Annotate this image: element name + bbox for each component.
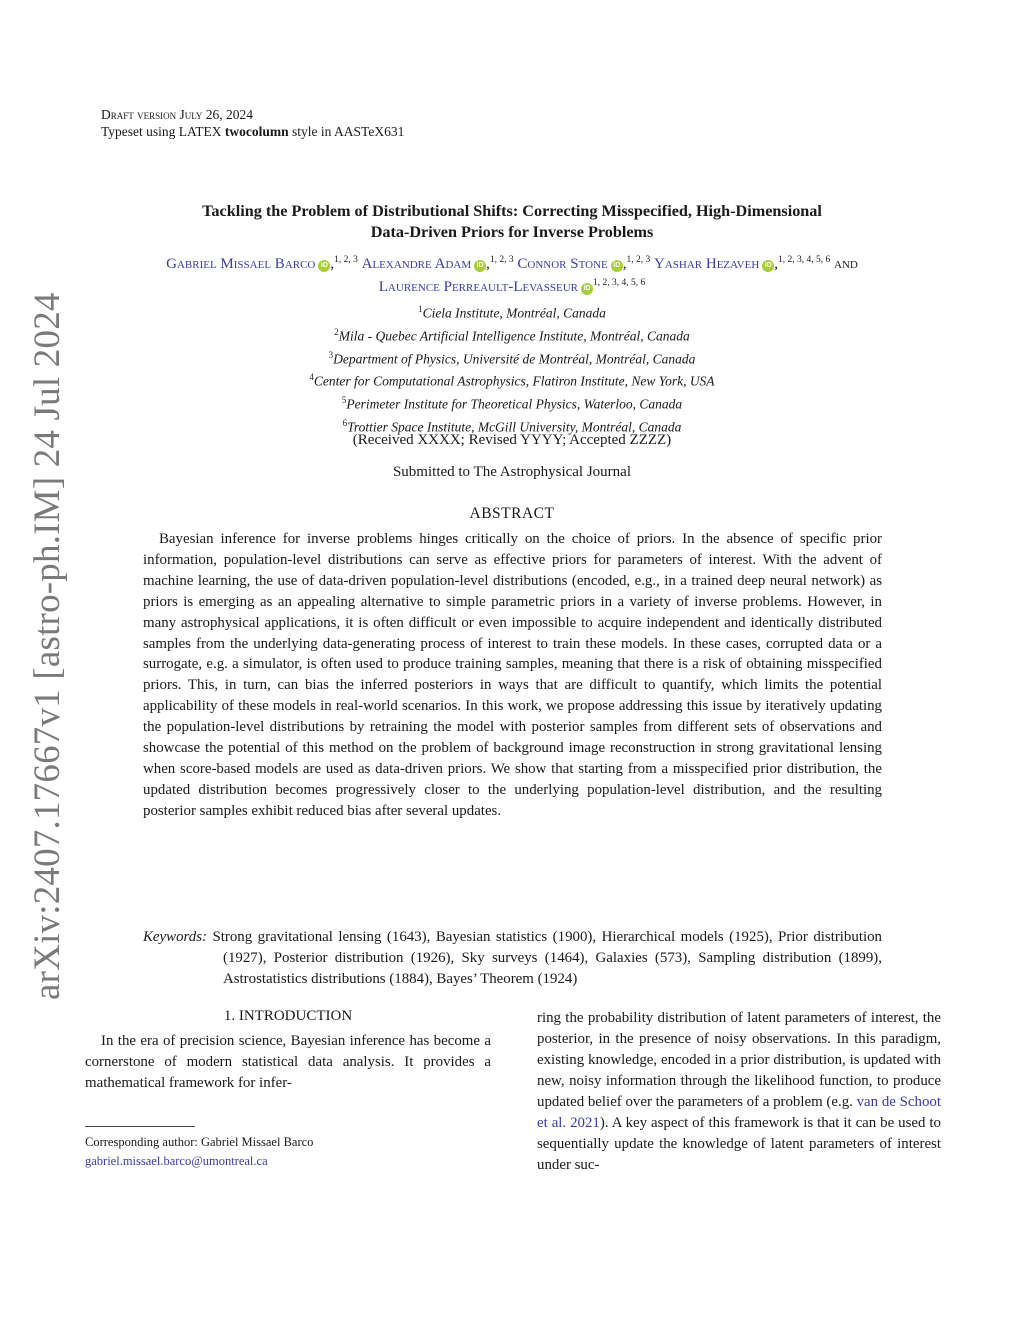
submitted-journal: Submitted to The Astrophysical Journal <box>392 464 632 480</box>
typeset-line <box>101 123 404 140</box>
typeset-suffix: style in AASTeX631 <box>288 124 405 139</box>
affiliation-number: 1 <box>418 304 423 314</box>
affiliation-text: Ciela Institute, Montréal, Canada <box>422 305 606 321</box>
abstract-heading: ABSTRACT <box>469 505 555 522</box>
affiliation-item <box>100 391 924 414</box>
affiliation-text: Perimeter Institute for Theoretical Physics, Waterloo, Canada <box>346 396 683 412</box>
orcid-icon[interactable]: iD <box>474 260 486 272</box>
affiliation-text: Department of Physics, Université de Montréal, Montréal, Canada <box>333 351 696 367</box>
affiliation-item <box>100 346 924 369</box>
author-name[interactable]: Gabriel Missael Barco <box>166 256 316 272</box>
arxiv-identifier-stamp: arXiv:2407.17667v1 [astro-ph.IM] 24 Jul 2024 <box>27 292 68 1000</box>
corresponding-author: Corresponding author: Gabriel Missael Barco <box>85 1135 314 1149</box>
affiliation-number: 6 <box>342 417 348 428</box>
author-affiliations: 1, 2, 3 <box>334 255 358 265</box>
author-affiliations: 1, 2, 3 <box>626 255 651 265</box>
affiliation-number: 4 <box>309 372 314 383</box>
abstract-body: Bayesian inference for inverse problems hinges critically on the choice of priors. In the absence of specific prior information, population-level distributions can serve as effective priors for parameters of interest. With the advent of machine learning, the use of data-driven population-level distributions (encoded, e.g., in a trained deep neural network) as priors is emerging as an appealing alternative to simple parametric priors in a variety of inverse problems. However, in many astrophysical applications, it is often difficult or even impossible to acquire independent and identically distributed samples from the underlying data-generating process of interest to train these models. In these cases, corrupted data or a surrogate, e.g. a simulator, is often used to produce training samples, meaning that there is a risk of obtaining misspecified priors. This, in turn, can bias the inferred posteriors in ways that are difficult to quantify, which limits the potential applicability of these models in real-world scenarios. In this work, we propose addressing this issue by iteratively updating the population-level distributions by retraining the model with posterior samples from different sets of observations and showcase the potential of this method on the problem of background image reconstruction in strong gravitational lensing when score-based models are used as data-driven priors. We show that starting from a misspecified prior distribution, the updated distribution becomes progressively closer to the underlying population-level distribution, and the resulting posterior samples exhibit reduced bias after several updates. <box>143 531 882 819</box>
section-heading-introduction: 1. INTRODUCTION <box>223 1008 353 1024</box>
author-name[interactable]: Alexandre Adam <box>361 256 472 272</box>
author-line-1: Gabriel Missael Barco iD ,$^{1, 2, 3}$ Alexandre Adam iD ,$^{1, 2, 3}$ Connor Stone iD ,$^{1, 2, 3}$ Yashar Hezaveh iD ,$^{1, 2, 3, 4, 5, 6}$ and <box>166 255 858 272</box>
typeset-prefix: Typeset using <box>101 124 179 139</box>
right-column <box>537 1008 941 1176</box>
paper-title <box>100 201 924 243</box>
author-name[interactable]: Yashar Hezaveh <box>654 256 760 272</box>
author-name[interactable]: Connor Stone <box>517 256 608 272</box>
affiliation-number: 5 <box>341 395 347 406</box>
author-name[interactable]: Laurence Perreault-Levasseur <box>378 279 578 295</box>
orcid-icon[interactable]: iD <box>581 283 593 295</box>
header-meta <box>101 106 404 140</box>
authors-and: and <box>834 256 858 272</box>
received-dates: (Received XXXX; Revised YYYY; Accepted ZZZZ) <box>352 432 672 448</box>
affiliation-item <box>100 300 924 323</box>
affiliation-item <box>100 368 924 391</box>
intro-paragraph-right <box>537 1008 941 1176</box>
affiliation-text: Center for Computational Astrophysics, Flatiron Institute, New York, USA <box>313 373 715 389</box>
keywords-block <box>143 927 882 990</box>
intro-right-text-before: ring the probability distribution of latent parameters of interest, the posterior, in the presence of noisy observations. In this paradigm, existing knowledge, encoded in a prior distribution, is updated with new, noisy information through the likelihood function, to produce updated belief over the parameters of a problem (e.g. <box>537 1010 941 1110</box>
left-column <box>85 1008 491 1094</box>
footnote-divider <box>85 1126 195 1127</box>
author-email-link[interactable]: gabriel.missael.barco@umontreal.ca <box>85 1154 268 1168</box>
typeset-style: twocolumn <box>224 124 289 139</box>
keywords-label: Keywords: <box>143 929 207 945</box>
draft-version-line: Draft version July 26, 2024 <box>101 107 253 122</box>
affiliation-list <box>100 300 924 437</box>
affiliation-number: 2 <box>334 326 339 337</box>
affiliation-item <box>100 323 924 346</box>
affiliation-number: 3 <box>328 349 334 360</box>
author-list <box>84 251 940 297</box>
author-affiliations: 1, 2, 3, 4, 5, 6 <box>778 255 831 265</box>
author-affiliations: 1, 2, 3 <box>489 255 514 265</box>
orcid-icon[interactable]: iD <box>318 260 330 272</box>
affiliation-text: Trottier Space Institute, McGill University, Montréal, Canada <box>347 419 682 435</box>
orcid-icon[interactable]: iD <box>611 260 623 272</box>
title-line-1: Tackling the Problem of Distributional Shifts: Correcting Misspecified, High-Dimensional <box>202 202 822 220</box>
author-line-2 <box>84 274 940 297</box>
keywords-text: Strong gravitational lensing (1643), Bayesian statistics (1900), Hierarchical models (1925), Prior distribution (1927), Posterior distribution (1926), Sky surveys (1464), Galaxies (573), Sampling distribution (1899), Astrostatistics distributions (1884), Bayes’ Theorem (1924) <box>212 929 882 987</box>
citation-link[interactable]: van de Schoot et al. 2021 <box>537 1094 941 1131</box>
latex-logo: LATEX <box>178 124 222 139</box>
orcid-icon[interactable]: iD <box>762 260 774 272</box>
title-line-2: Data-Driven Priors for Inverse Problems <box>370 223 654 241</box>
intro-right-text-after: ). A key aspect of this framework is that it can be used to sequentially update the knowledge of latent parameters of interest under suc- <box>537 1115 941 1173</box>
intro-paragraph-left: In the era of precision science, Bayesian inference has become a cornerstone of modern statistical data analysis. It provides a mathematical framework for infer- <box>85 1033 491 1091</box>
affiliation-text: Mila - Quebec Artificial Intelligence Institute, Montréal, Canada <box>338 328 690 344</box>
author-affiliations: 1, 2, 3, 4, 5, 6 <box>592 278 646 288</box>
